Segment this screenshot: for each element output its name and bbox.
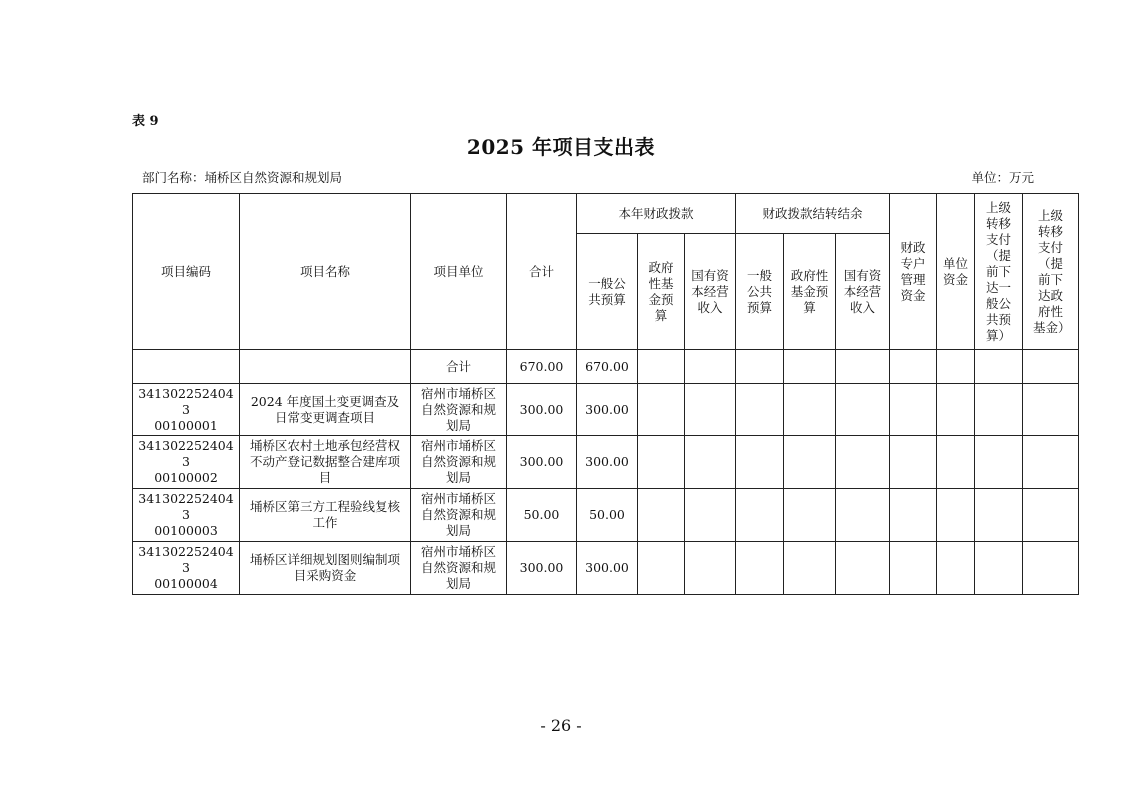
- project-unit-cell: 宿州市埇桥区自然资源和规划局: [411, 542, 507, 595]
- header-cy-general-public: 一般公共预算: [577, 234, 638, 350]
- header-unit-funds: 单位资金: [937, 194, 975, 350]
- project-code-cell: 3413022524043 00100004: [133, 542, 240, 595]
- total-row-cy-general-public: 670.00: [577, 350, 638, 384]
- header-total: 合计: [507, 194, 577, 350]
- row-total-cell: 300.00: [507, 542, 577, 595]
- row-cy-general-public-cell: 300.00: [577, 384, 638, 436]
- total-row: [133, 350, 1079, 384]
- header-row-1: [133, 194, 1079, 234]
- project-code-cell: 3413022524043 00100003: [133, 489, 240, 542]
- department-label: 部门名称：埇桥区自然资源和规划局: [142, 170, 343, 185]
- header-project-code: 项目编码: [133, 194, 240, 350]
- unit-label: 单位：万元: [971, 170, 1034, 185]
- page-title: 2025 年项目支出表: [466, 135, 656, 159]
- total-row-total: 670.00: [507, 350, 577, 384]
- project-unit-cell: 宿州市埇桥区自然资源和规划局: [411, 436, 507, 489]
- row-total-cell: 50.00: [507, 489, 577, 542]
- header-upper-transfer-general: 上级转移支付（提前下达一般公共预算）: [975, 194, 1023, 350]
- header-upper-transfer-fund: 上级转移支付（提前下达政府性基金）: [1023, 194, 1079, 350]
- row-total-cell: 300.00: [507, 384, 577, 436]
- project-name-cell: 埇桥区第三方工程验线复核工作: [240, 489, 411, 542]
- table-row: [133, 436, 1079, 489]
- page-number: - 26 -: [540, 716, 582, 735]
- project-name-cell: 2024 年度国土变更调查及日常变更调查项目: [240, 384, 411, 436]
- row-total-cell: 300.00: [507, 436, 577, 489]
- header-cy-state-capital: 国有资本经营收入: [685, 234, 736, 350]
- header-cy-gov-fund: 政府性基金预算: [638, 234, 685, 350]
- project-expenditure-table: [132, 193, 1079, 595]
- project-code-cell: 3413022524043 00100001: [133, 384, 240, 436]
- project-name-cell: 埇桥区农村土地承包经营权不动产登记数据整合建库项目: [240, 436, 411, 489]
- project-name-cell: 埇桥区详细规划图则编制项目采购资金: [240, 542, 411, 595]
- project-unit-cell: 宿州市埇桥区自然资源和规划局: [411, 489, 507, 542]
- header-co-gov-fund: 政府性基金预算: [784, 234, 836, 350]
- row-cy-general-public-cell: 300.00: [577, 436, 638, 489]
- row-cy-general-public-cell: 50.00: [577, 489, 638, 542]
- table-number: 表 9: [132, 114, 159, 129]
- table-row: [133, 542, 1079, 595]
- row-cy-general-public-cell: 300.00: [577, 542, 638, 595]
- header-co-state-capital: 国有资本经营收入: [836, 234, 890, 350]
- table-row: [133, 384, 1079, 436]
- project-code-cell: 3413022524043 00100002: [133, 436, 240, 489]
- header-co-general-public: 一般公共预算: [736, 234, 784, 350]
- header-fiscal-special: 财政专户管理资金: [890, 194, 937, 350]
- project-unit-cell: 宿州市埇桥区自然资源和规划局: [411, 384, 507, 436]
- header-current-year-group: 本年财政拨款: [577, 194, 736, 234]
- header-project-name: 项目名称: [240, 194, 411, 350]
- total-row-label: 合计: [411, 350, 507, 384]
- table-row: [133, 489, 1079, 542]
- header-carryover-group: 财政拨款结转结余: [736, 194, 890, 234]
- header-project-unit: 项目单位: [411, 194, 507, 350]
